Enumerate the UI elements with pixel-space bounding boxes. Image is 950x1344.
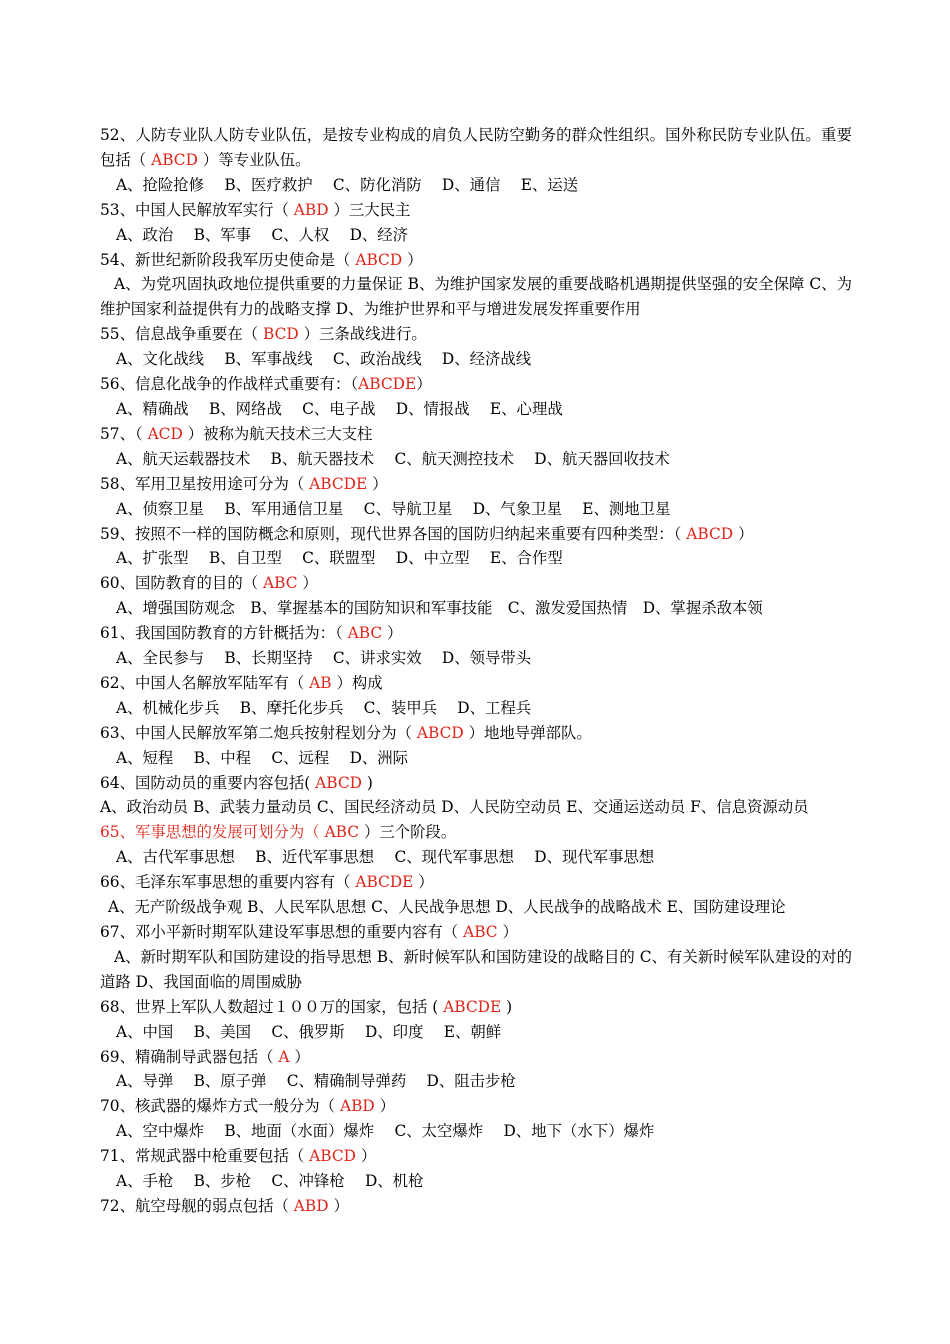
question-65: 65、军事思想的发展可划分为（ ABC ）三个阶段。 xyxy=(100,823,457,842)
answer: A xyxy=(278,1047,290,1066)
options-71: A、手枪 B、步枪 C、冲锋枪 D、机枪 xyxy=(116,1172,424,1191)
options-57: A、航天运载器技术 B、航天器技术 C、航天测控技术 D、航天器回收技术 xyxy=(116,449,670,468)
options-63: A、短程 B、中程 C、远程 D、洲际 xyxy=(116,748,409,767)
question-59: 59、按照不一样的国防概念和原则，现代世界各国的国防归纳起来重要有四种类型：（ ABCD ） xyxy=(100,524,754,543)
question-70: 70、核武器的爆炸方式一般分为（ ABD ） xyxy=(100,1097,396,1116)
answer: ABC xyxy=(324,823,360,842)
options-67: A、新时期军队和国防建设的指导思想 B、新时候军队和国防建设的战略目的 C、有关新时候军队建设的对的道路 D、我国面临的周围威胁 xyxy=(100,947,852,991)
answer: ABCD xyxy=(355,250,403,269)
answer: ABCD xyxy=(151,150,198,169)
answer: ABCDE xyxy=(358,375,417,394)
question-62: 62、中国人名解放军陆军有（ AB ）构成 xyxy=(100,673,383,692)
options-65: A、古代军事思想 B、近代军事思想 C、现代军事思想 D、现代军事思想 xyxy=(116,848,655,867)
options-60: A、增强国防观念 B、掌握基本的国防知识和军事技能 C、激发爱国热情 D、掌握杀敌本领 xyxy=(116,599,763,618)
question-60: 60、国防教育的目的（ ABC ） xyxy=(100,574,318,593)
options-58: A、侦察卫星 B、军用通信卫星 C、导航卫星 D、气象卫星 E、测地卫星 xyxy=(116,499,671,518)
options-66: A、无产阶级战争观 B、人民军队思想 C、人民战争思想 D、人民战争的战略战术 E、国防建设理论 xyxy=(108,898,786,917)
document-page xyxy=(100,123,852,1219)
question-53: 53、中国人民解放军实行（ ABD ）三大民主 xyxy=(100,200,411,219)
question-61: 61、我国国防教育的方针概括为：（ ABC ） xyxy=(100,624,403,643)
question-58: 58、军用卫星按用途可分为（ ABCDE ） xyxy=(100,474,388,493)
answer: ACD xyxy=(147,424,183,443)
question-55: 55、信息战争重要在（ BCD ）三条战线进行。 xyxy=(100,325,427,344)
question-67: 67、邓小平新时期军队建设军事思想的重要内容有（ ABC ） xyxy=(100,923,518,941)
answer: ABC xyxy=(463,923,498,941)
answer: ABD xyxy=(293,200,329,219)
answer: ABCD xyxy=(309,1147,356,1166)
options-52: A、抢险抢修 B、医疗救护 C、防化消防 D、通信 E、运送 xyxy=(116,175,579,194)
question-57: 57、（ ACD ）被称为航天技术三大支柱 xyxy=(100,424,373,443)
options-64: A、政治动员 B、武装力量动员 C、国民经济动员 D、人民防空动员 E、交通运送动员 F、信息资源动员 xyxy=(100,798,809,817)
question-52: 52、人防专业队人防专业队伍，是按专业构成的肩负人民防空勤务的群众性组织。国外称民防专业队伍。重要包括（ ABCD ）等专业队伍。 xyxy=(100,126,852,169)
options-55: A、文化战线 B、军事战线 C、政治战线 D、经济战线 xyxy=(116,350,532,369)
question-71: 71、常规武器中枪重要包括（ ABCD ） xyxy=(100,1147,377,1166)
answer: ABCD xyxy=(686,524,734,543)
question-64: 64、国防动员的重要内容包括( ABCD ) xyxy=(100,773,373,792)
options-69: A、导弹 B、原子弹 C、精确制导弹药 D、阻击步枪 xyxy=(116,1072,516,1091)
answer: ABC xyxy=(263,574,298,593)
question-72: 72、航空母舰的弱点包括（ ABD ） xyxy=(100,1196,349,1215)
question-63: 63、中国人民解放军第二炮兵按射程划分为（ ABCD ）地地导弹部队。 xyxy=(100,723,592,742)
answer: ABD xyxy=(293,1196,329,1215)
answer: ABCD xyxy=(315,773,362,792)
question-54: 54、新世纪新阶段我军历史使命是（ ABCD ） xyxy=(100,250,423,269)
options-56: A、精确战 B、网络战 C、电子战 D、情报战 E、心理战 xyxy=(116,399,563,418)
options-54: A、为党巩固执政地位提供重要的力量保证 B、为维护国家发展的重要战略机遇期提供坚强的安全保障 C、为维护国家利益提供有力的战略支撑 D、为维护世界和平与增进发展发挥重要作用 xyxy=(100,275,852,319)
question-66: 66、毛泽东军事思想的重要内容有（ ABCDE ） xyxy=(100,873,434,892)
answer: ABCDE xyxy=(443,997,502,1016)
answer: ABC xyxy=(347,624,383,643)
question-56: 56、信息化战争的作战样式重要有：（ABCDE） xyxy=(100,375,432,394)
answer: ABCDE xyxy=(355,873,414,892)
answer: ABCD xyxy=(416,723,464,742)
answer: ABCDE xyxy=(309,474,368,493)
answer: ABD xyxy=(339,1097,375,1116)
question-69: 69、精确制导武器包括（ A ） xyxy=(100,1047,310,1066)
options-62: A、机械化步兵 B、摩托化步兵 C、装甲兵 D、工程兵 xyxy=(116,698,532,717)
options-61: A、全民参与 B、长期坚持 C、讲求实效 D、领导带头 xyxy=(116,649,532,668)
options-59: A、扩张型 B、自卫型 C、联盟型 D、中立型 E、合作型 xyxy=(116,549,563,568)
options-68: A、中国 B、美国 C、俄罗斯 D、印度 E、朝鲜 xyxy=(116,1022,502,1041)
answer: BCD xyxy=(263,325,299,344)
options-70: A、空中爆炸 B、地面（水面）爆炸 C、太空爆炸 D、地下（水下）爆炸 xyxy=(116,1122,655,1141)
answer: AB xyxy=(309,673,332,692)
options-53: A、政治 B、军事 C、人权 D、经济 xyxy=(116,225,409,244)
question-68: 68、世界上军队人数超过１００万的国家，包括 ( ABCDE ) xyxy=(100,997,513,1016)
